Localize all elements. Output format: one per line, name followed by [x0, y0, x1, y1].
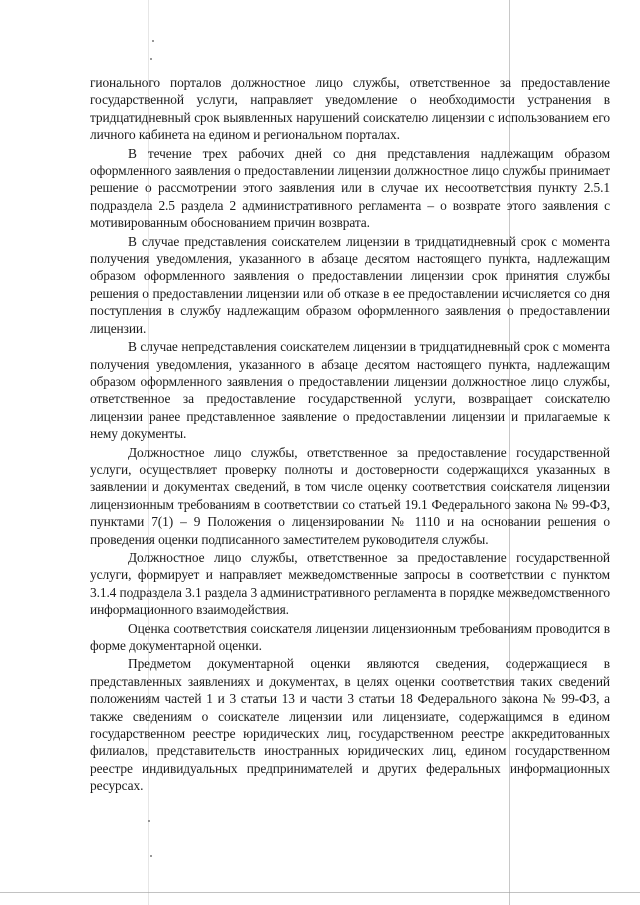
paragraph-8: Предметом документарной оценки являются сведения, содержащиеся в представленных заявлениях и документах, в целях оценки соответствия таких сведений положениям частей 1 и 3 статьи 13 и части 3 статьи 18 Федерального закона № 99-ФЗ, а также сведениям о соискателе лицензии или лицензиате, содержащимся в едином государственном реестре юридических лиц, государственном реестре аккредитованных филиалов, представительств иностранных юридических лиц, едином государственном реестре индивидуальных предпринимателей и других федеральных информационных ресурсах. [90, 656, 610, 794]
paragraph-2: В течение трех рабочих дней со дня представления надлежащим образом оформленного заявления о предоставлении лицензии должностное лицо службы принимает решение о рассмотрении этого заявления или в случае их несоответствия пункту 2.5.1 подраздела 2.5 раздела 2 административного регламента – о возврате этого заявления с мотивированным обоснованием причин возврата. [90, 145, 610, 231]
paragraph-5: Должностное лицо службы, ответственное за предоставление государственной услуги, осуществляет проверку полноты и достоверности содержащихся указанных в заявлении и документах сведений, в том числе оценку соответствия соискателя лицензии лицензионным требованиям в соответствии со статьей 19.1 Федерального закона № 99-ФЗ, пунктами 7(1) – 9 Положения о лицензировании № 1110 и на основании решения о проведения оценки подписанного заместителем руководителя службы. [90, 444, 610, 547]
scan-speck [150, 855, 152, 857]
paragraph-4: В случае непредставления соискателем лицензии в тридцатидневный срок с момента получения уведомления, указанного в абзаце десятом настоящего пункта, надлежащим образом оформленного заявления о предоставлении лицензии должностное лицо службы, ответственное за предоставление государственной услуги, возвращает соискателю лицензии ранее представленное заявление о предоставлении лицензии и прилагаемые к нему документы. [90, 339, 610, 442]
paragraph-7: Оценка соответствия соискателя лицензии лицензионным требованиям проводится в форме документарной оценки. [90, 620, 610, 653]
paragraph-3: В случае представления соискателем лицензии в тридцатидневный срок с момента получения уведомления, указанного в абзаце десятом настоящего пункта, надлежащим образом оформленного заявления о предоставлении лицензии срок принятия службы решения о предоставлении лицензии или об отказе в ее предоставлении исчисляется со дня поступления в службу надлежащим образом оформленного заявления о предоставлении лицензии. [90, 233, 610, 336]
scan-speck [148, 820, 150, 822]
scan-bottom-edge [0, 892, 640, 893]
document-page [90, 74, 610, 796]
paragraph-6: Должностное лицо службы, ответственное за предоставление государственной услуги, формирует и направляет межведомственные запросы в соответствии с пунктом 3.1.4 подраздела 3.1 раздела 3 административного регламента в порядке межведомственного информационного взаимодействия. [90, 549, 610, 618]
scan-speck [150, 58, 152, 60]
paragraph-1: гионального порталов должностное лицо службы, ответственное за предоставление государственной услуги, направляет уведомление о необходимости устранения в тридцатидневный срок выявленных нарушений соискателю лицензии с использованием его личного кабинета на едином и региональном порталах. [90, 75, 610, 143]
scan-speck [152, 40, 154, 42]
